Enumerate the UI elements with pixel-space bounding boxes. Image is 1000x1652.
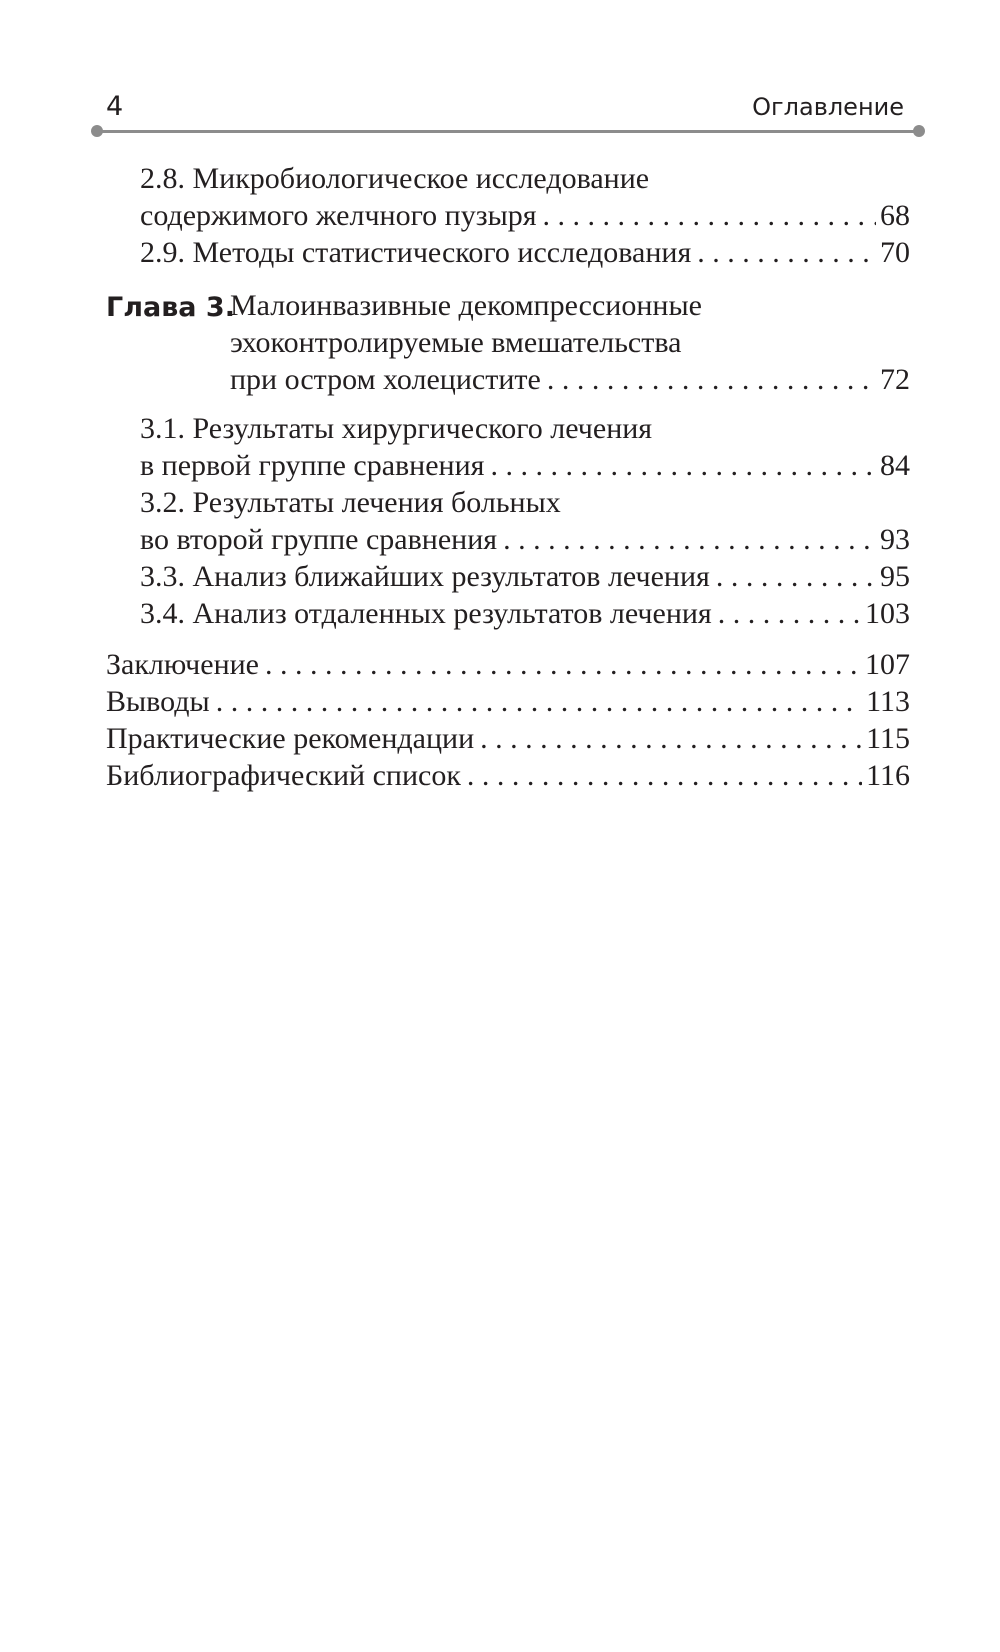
toc-page-number: 72 [880, 363, 910, 396]
toc-entry-3-3[interactable] [106, 558, 910, 595]
toc-entry-title: Заключение [106, 648, 259, 681]
header-rule [94, 130, 920, 133]
dot-leader [216, 683, 862, 720]
dot-leader [547, 361, 876, 398]
toc-entry-title: 3.3. Анализ ближайших результатов лечения [140, 560, 710, 593]
toc-entry-title-cont: во второй группе сравнения [140, 523, 498, 556]
toc-entry-chapter-3[interactable] [106, 287, 910, 398]
toc-entry-title: Выводы [106, 685, 210, 718]
dot-leader [480, 720, 862, 757]
dot-leader [697, 234, 876, 271]
toc-entry-title: 3.4. Анализ отдаленных результатов лечения [140, 597, 712, 630]
toc-entry-findings[interactable] [106, 683, 910, 720]
header-rule-dot-left [91, 125, 103, 137]
toc-entry-title: 3.1. Результаты хирургического лечения [140, 412, 653, 445]
header-rule-dot-right [913, 125, 925, 137]
dot-leader [718, 595, 861, 632]
toc-page-number: 93 [880, 523, 910, 556]
toc-entry-title: 2.8. Микробиологическое исследование [140, 162, 650, 195]
toc-entry-conclusion[interactable] [106, 646, 910, 683]
dot-leader [467, 757, 862, 794]
toc-page-number: 107 [865, 648, 910, 681]
toc-entry-2-8[interactable] [106, 160, 910, 234]
toc-entry-bibliography[interactable] [106, 757, 910, 794]
chapter-title-cont: эхоконтролируемые вмешательства [230, 326, 682, 359]
toc-entry-recommendations[interactable] [106, 720, 910, 757]
chapter-label: Глава 3. [106, 292, 235, 323]
page-number: 4 [106, 91, 124, 122]
toc-entry-title: 3.2. Результаты лечения больных [140, 486, 561, 519]
dot-leader [490, 447, 876, 484]
toc-entry-3-1[interactable] [106, 410, 910, 484]
toc-entry-title: Практические рекомендации [106, 722, 475, 755]
toc-entry-3-2[interactable] [106, 484, 910, 558]
dot-leader [716, 558, 876, 595]
dot-leader [543, 197, 876, 234]
toc-page-number: 113 [866, 685, 910, 718]
dot-leader [503, 521, 876, 558]
toc-page-number: 103 [865, 597, 910, 630]
toc-entry-title-cont: в первой группе сравнения [140, 449, 485, 482]
table-of-contents [106, 160, 910, 794]
chapter-title-cont: при остром холецистите [230, 363, 541, 396]
toc-page-number: 68 [880, 199, 910, 232]
toc-page-number: 95 [880, 560, 910, 593]
toc-page-number: 115 [866, 722, 910, 755]
toc-entry-title-cont: содержимого желчного пузыря [140, 199, 537, 232]
running-title: Оглавление [752, 93, 904, 121]
toc-entry-title: 2.9. Методы статистического исследования [140, 236, 692, 269]
toc-entry-3-4[interactable] [106, 595, 910, 632]
toc-page-number: 84 [880, 449, 910, 482]
toc-page-number: 116 [866, 759, 910, 792]
toc-entry-2-9[interactable] [106, 234, 910, 271]
dot-leader [265, 646, 861, 683]
page-header [94, 86, 910, 126]
chapter-title: Малоинвазивные декомпрессионные [230, 289, 702, 322]
toc-page-number: 70 [880, 236, 910, 269]
toc-entry-title: Библиографический список [106, 759, 461, 792]
